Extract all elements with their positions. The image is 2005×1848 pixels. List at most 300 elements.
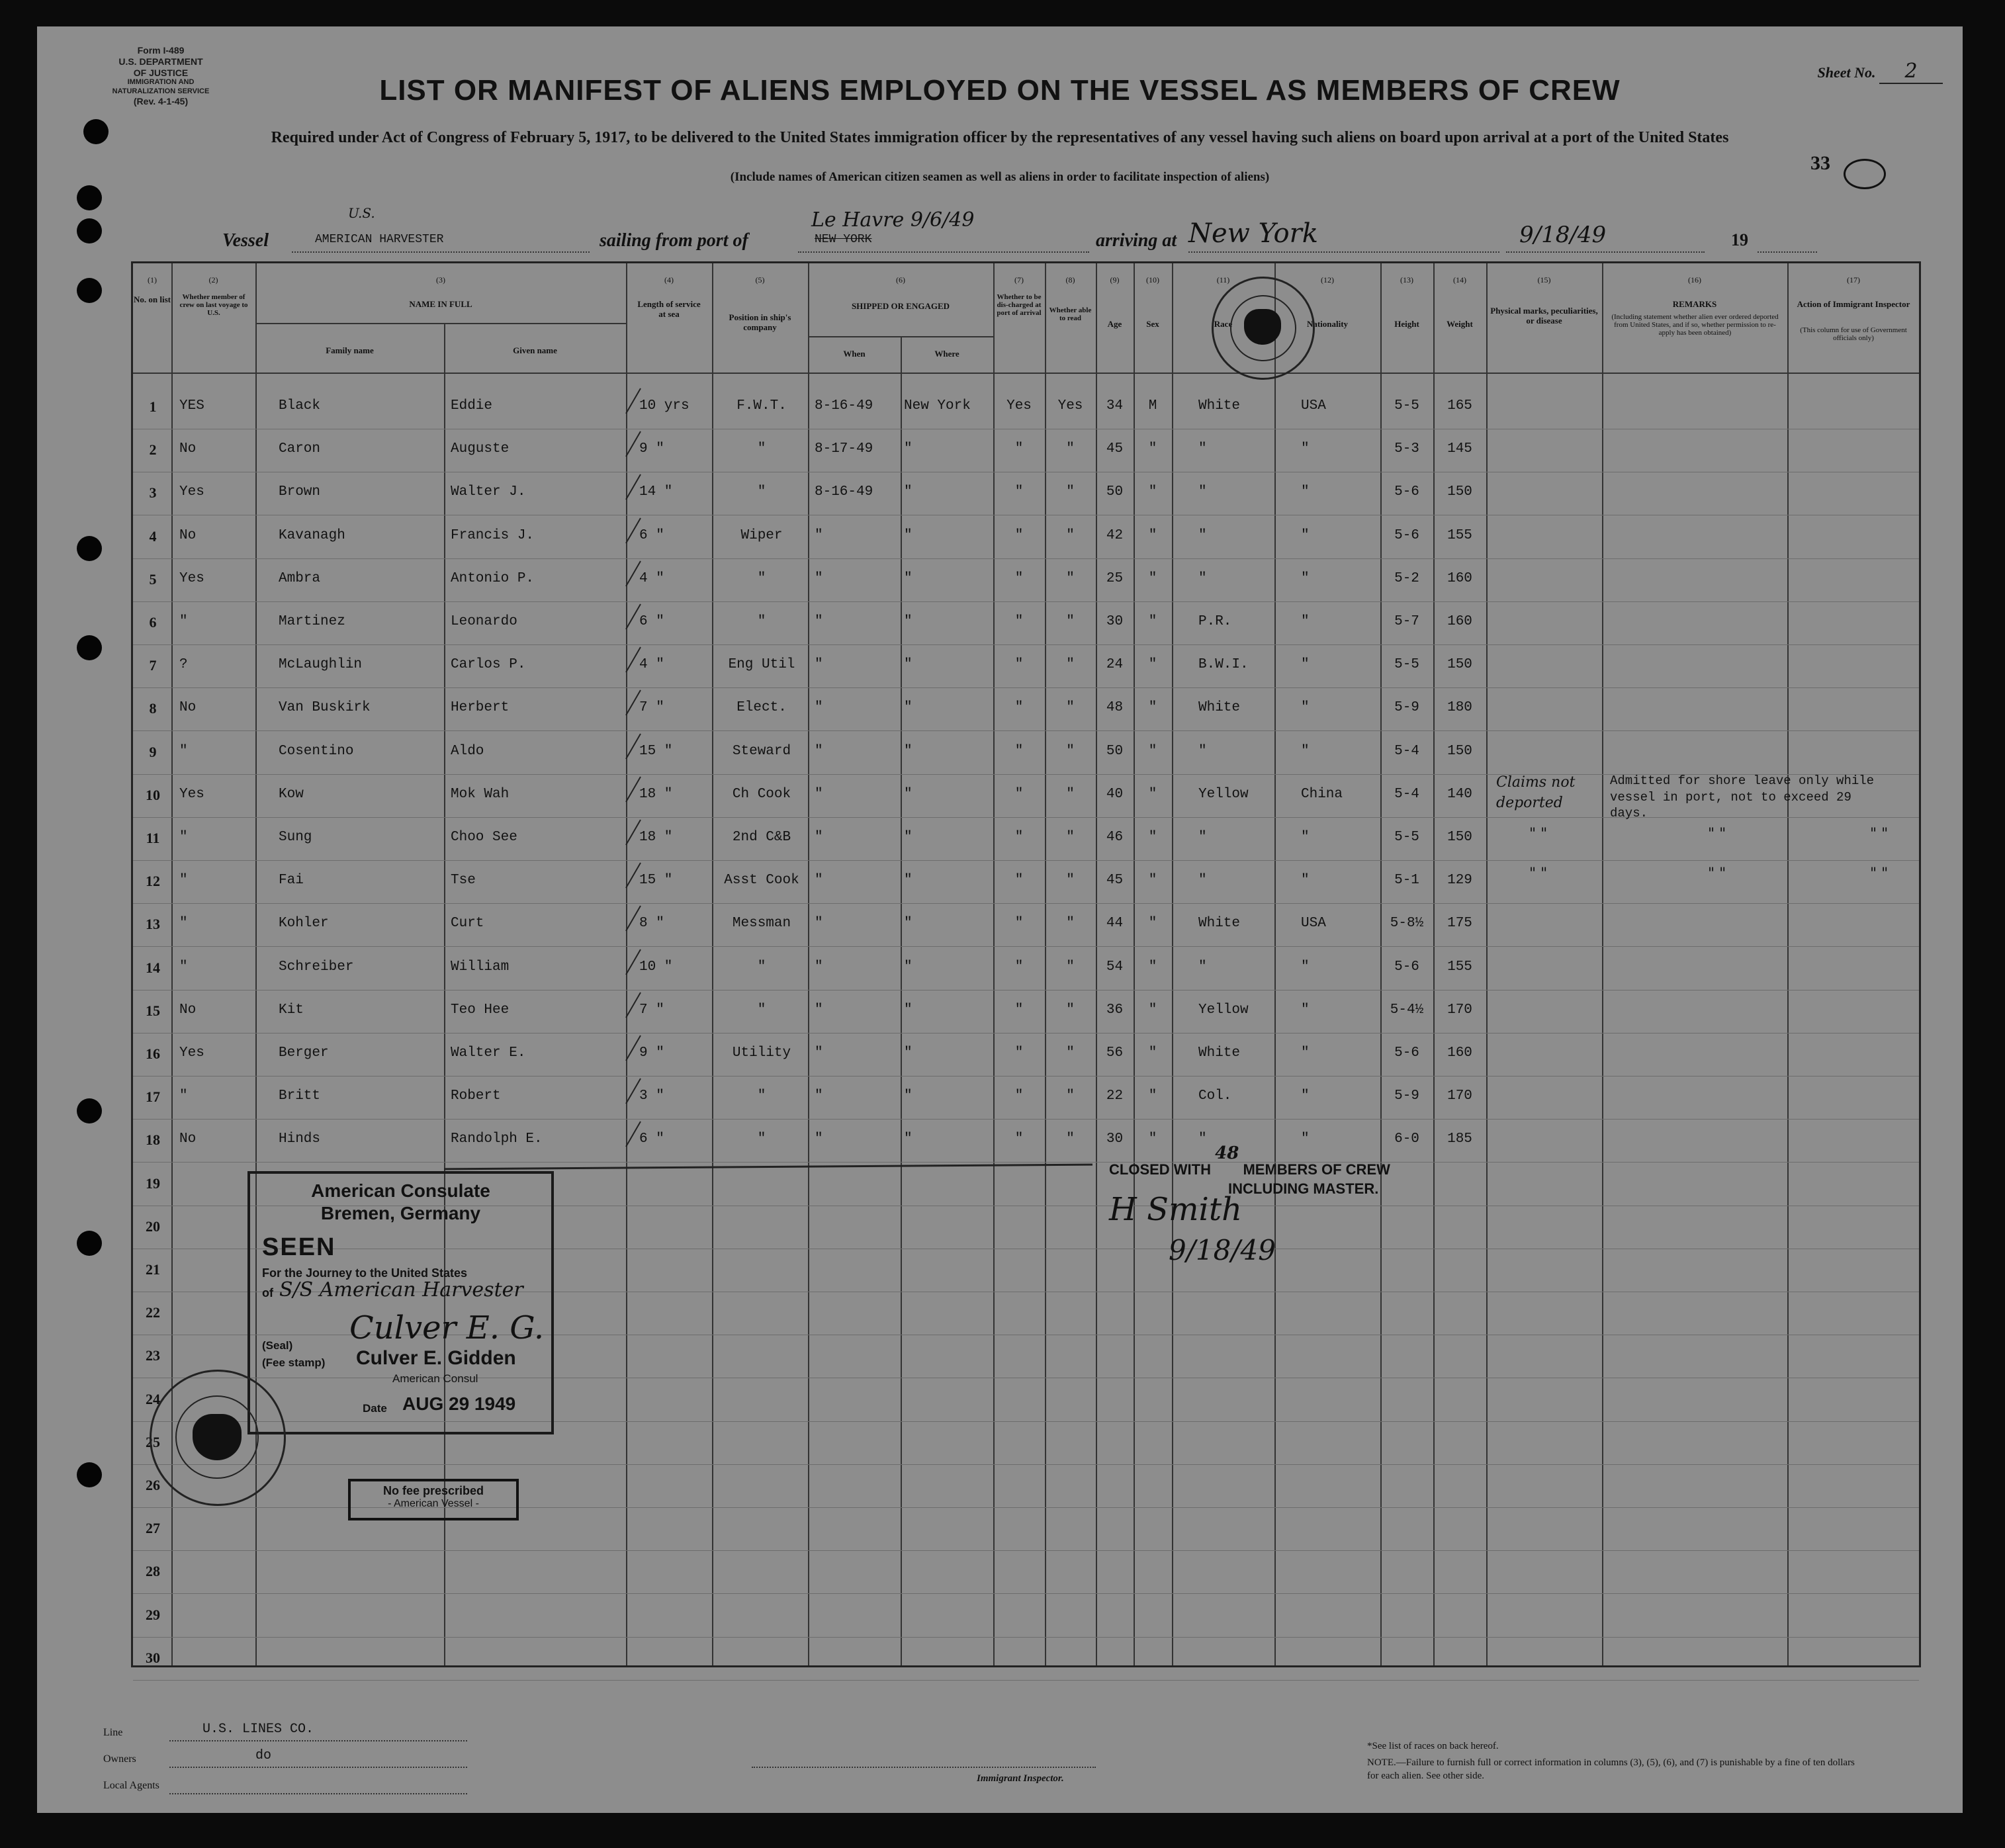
cell-disch: ": [1014, 1045, 1024, 1061]
col-num: (14): [1453, 275, 1466, 285]
footer-agents-underline: [169, 1793, 467, 1794]
cell-sex: ": [1148, 1131, 1157, 1147]
cell-race: Yellow: [1198, 1002, 1249, 1018]
cell-service: 4 ": [639, 657, 664, 673]
cell-last: ": [179, 743, 188, 759]
cell-weight: 185: [1447, 1131, 1472, 1147]
arriving-underline: [1188, 251, 1499, 253]
header-height: Height: [1394, 319, 1419, 329]
cell-weight: 129: [1447, 873, 1472, 889]
cell-weight: 150: [1447, 830, 1472, 845]
sailing-port: NEW YORK: [815, 233, 872, 246]
cell-height: 5-4: [1394, 786, 1419, 802]
cell-family: Fai: [279, 873, 304, 889]
row-number: 30: [146, 1649, 160, 1666]
cell-when: ": [815, 527, 823, 543]
cell-nat: ": [1301, 1088, 1310, 1104]
cell-race: ": [1198, 1131, 1207, 1147]
cell-family: Brown: [279, 484, 321, 500]
col-divider: [1787, 263, 1789, 1665]
cell-sex: ": [1148, 657, 1157, 673]
cell-age: 50: [1106, 484, 1124, 500]
stamp-date-label: Date: [363, 1402, 387, 1415]
signature-date: 9/18/49: [1169, 1234, 1276, 1266]
cell-race: White: [1198, 916, 1241, 932]
cell-age: 40: [1106, 786, 1124, 802]
physical-annotation: Claims not deported: [1496, 774, 1576, 811]
inspector-underline: [752, 1767, 1096, 1768]
cell-age: 45: [1106, 441, 1124, 457]
stamp-seen: SEEN: [262, 1233, 336, 1261]
cell-height: 5-4: [1394, 743, 1419, 759]
cell-height: 5-7: [1394, 614, 1419, 629]
cell-race: White: [1198, 1045, 1241, 1061]
cell-weight: 150: [1447, 743, 1472, 759]
cell-height: 5-6: [1394, 959, 1419, 975]
stamp-seal-label: (Seal): [262, 1339, 293, 1352]
row-number: 23: [146, 1347, 160, 1364]
col-divider: [808, 263, 809, 1665]
cell-disch: ": [1014, 570, 1024, 586]
cell-read: ": [1066, 1002, 1075, 1018]
cell-given: Walter J.: [451, 484, 526, 500]
header-action-note: (This column for use of Government officials only): [1800, 326, 1907, 343]
ruled-line: [133, 1464, 1919, 1465]
ruled-line: [133, 1162, 1919, 1163]
department: U.S. DEPARTMENT OF JUSTICE: [118, 56, 203, 78]
header-shipped: SHIPPED OR ENGAGED: [851, 301, 950, 311]
cell-service: 8 ": [639, 916, 664, 932]
closing-line: [444, 1164, 1092, 1170]
header-age: Age: [1107, 319, 1122, 329]
cell-disch: ": [1014, 441, 1024, 457]
corner-mark: [1844, 159, 1886, 189]
cell-when: ": [815, 657, 823, 673]
cell-where: ": [904, 786, 913, 802]
cell-read: Yes: [1057, 398, 1083, 414]
cell-nat: ": [1301, 1131, 1310, 1147]
ruled-line: [133, 946, 1919, 947]
cell-service: 6 ": [639, 1131, 664, 1147]
cell-age: 34: [1106, 398, 1124, 414]
cell-race: ": [1198, 743, 1207, 759]
cell-read: ": [1066, 830, 1075, 845]
cell-sex: ": [1148, 916, 1157, 932]
cell-height: 5-6: [1394, 527, 1419, 543]
cell-height: 6-0: [1394, 1131, 1419, 1147]
including-master: INCLUDING MASTER.: [1228, 1180, 1379, 1197]
cell-race: Col.: [1198, 1088, 1232, 1104]
cell-age: 24: [1106, 657, 1124, 673]
ruled-line: [133, 1550, 1919, 1551]
punch-hole: [77, 1098, 102, 1123]
cell-last: Yes: [179, 484, 204, 500]
cell-sex: ": [1148, 700, 1157, 716]
col-num: (2): [208, 275, 218, 285]
cell-race: White: [1198, 700, 1241, 716]
stamp-signature: Culver E. G.: [349, 1309, 545, 1346]
cell-given: Leonardo: [451, 614, 517, 629]
stamp-line2: Bremen, Germany: [320, 1203, 481, 1223]
cell-race: B.W.I.: [1198, 657, 1249, 673]
cell-position: ": [757, 484, 766, 500]
cell-weight: 160: [1447, 1045, 1472, 1061]
cell-sex: ": [1148, 484, 1157, 500]
cell-family: Britt: [279, 1088, 321, 1104]
header-able-to-read: Whether able to read: [1049, 306, 1092, 323]
cell-when: ": [815, 830, 823, 845]
row-number: 25: [146, 1433, 160, 1450]
cell-position: Messman: [732, 916, 791, 932]
punch-hole: [77, 1462, 102, 1487]
header-physical: Physical marks, peculiarities, or disease: [1490, 306, 1598, 326]
vessel-label: Vessel: [222, 230, 269, 251]
stamp-journey: For the Journey to the United States: [262, 1266, 468, 1280]
cell-age: 30: [1106, 1131, 1124, 1147]
cell-given: Eddie: [451, 398, 493, 414]
cell-height: 5-6: [1394, 1045, 1419, 1061]
col-num: (5): [755, 275, 765, 285]
stamp-of: of: [262, 1286, 273, 1299]
closed-label-b: MEMBERS OF CREW: [1243, 1161, 1390, 1178]
cell-last: No: [179, 700, 197, 716]
cell-weight: 160: [1447, 570, 1472, 586]
cell-nat: ": [1301, 1002, 1310, 1018]
cell-height: 5-2: [1394, 570, 1419, 586]
col-num: (16): [1688, 275, 1701, 285]
cell-read: ": [1066, 916, 1075, 932]
header-sex: Sex: [1146, 319, 1159, 329]
col-divider: [1274, 263, 1276, 1665]
footer-owners-underline: [169, 1767, 467, 1768]
cell-given: Teo Hee: [451, 1002, 510, 1018]
header-given-name: Given name: [513, 345, 557, 355]
cell-nat: ": [1301, 441, 1310, 457]
cell-when: ": [815, 786, 823, 802]
cell-nat: USA: [1301, 916, 1326, 932]
cell-service: 10 yrs: [639, 398, 690, 414]
cell-given: Carlos P.: [451, 657, 526, 673]
cell-family: Kit: [279, 1002, 304, 1018]
cell-read: ": [1066, 786, 1075, 802]
cell-family: McLaughlin: [279, 657, 363, 673]
cell-height: 5-5: [1394, 398, 1419, 414]
cell-where: ": [904, 614, 913, 629]
cell-sex: M: [1148, 398, 1157, 414]
cell-service: 7 ": [639, 1002, 664, 1018]
row-number: 26: [146, 1477, 160, 1493]
cell-last: YES: [179, 398, 204, 414]
inspector-label: Immigrant Inspector.: [977, 1773, 1064, 1784]
cell-service: 15 ": [639, 873, 673, 889]
cell-disch: ": [1014, 830, 1024, 845]
cell-where: ": [904, 916, 913, 932]
cell-position: Utility: [732, 1045, 791, 1061]
cell-sex: ": [1148, 1002, 1157, 1018]
cell-disch: ": [1014, 1131, 1024, 1147]
cell-height: 5-3: [1394, 441, 1419, 457]
cell-given: William: [451, 959, 510, 975]
ruled-line: [133, 1593, 1919, 1594]
cell-where: ": [904, 1002, 913, 1018]
col-num: (6): [896, 275, 905, 285]
cell-disch: Yes: [1006, 398, 1032, 414]
col-divider: [901, 336, 902, 1665]
cell-where: ": [904, 743, 913, 759]
header-name-in-full: NAME IN FULL: [409, 299, 472, 309]
stamp-fee-label: (Fee stamp): [262, 1356, 326, 1369]
ruled-line: [133, 1680, 1919, 1681]
cell-where: ": [904, 441, 913, 457]
cell-family: Black: [279, 398, 321, 414]
cell-disch: ": [1014, 484, 1024, 500]
cell-last: ": [179, 873, 188, 889]
consulate-seal: [1212, 277, 1315, 380]
cell-position: ": [757, 1088, 766, 1104]
cell-sex: ": [1148, 786, 1157, 802]
cell-weight: 145: [1447, 441, 1472, 457]
cell-where: ": [904, 527, 913, 543]
punch-hole: [77, 536, 102, 561]
ruled-line: [133, 903, 1919, 904]
cell-when: ": [815, 959, 823, 975]
cell-height: 5-9: [1394, 700, 1419, 716]
cell-when: ": [815, 1045, 823, 1061]
row-number: 12: [146, 873, 160, 890]
cell-height: 5-9: [1394, 1088, 1419, 1104]
ruled-line: [133, 1033, 1919, 1034]
cell-when: ": [815, 743, 823, 759]
cell-read: ": [1066, 959, 1075, 975]
cell-last: ": [179, 916, 188, 932]
cell-read: ": [1066, 570, 1075, 586]
cell-age: 54: [1106, 959, 1124, 975]
ruled-line: [133, 1637, 1919, 1638]
cell-where: ": [904, 657, 913, 673]
form-subtitle: Required under Act of Congress of February 5, 1917, to be delivered to the United States immigration officer by the representatives of any vessel having such aliens on board upon arrival at a port of the United States: [271, 129, 1729, 146]
cell-when: 8-16-49: [815, 484, 873, 500]
no-fee-line1: No fee prescribed: [382, 1484, 484, 1497]
cell-family: Ambra: [279, 570, 321, 586]
row-number: 8: [149, 700, 157, 717]
cell-read: ": [1066, 441, 1075, 457]
cell-service: 14 ": [639, 484, 673, 500]
cell-last: ": [179, 1088, 188, 1104]
cell-service: 6 ": [639, 614, 664, 629]
ditto-mark: " ": [1529, 826, 1548, 842]
cell-disch: ": [1014, 786, 1024, 802]
row-number: 3: [149, 484, 157, 502]
arrival-date: 9/18/49: [1519, 222, 1607, 248]
cell-nat: ": [1301, 657, 1310, 673]
row-number: 18: [146, 1131, 160, 1149]
cell-weight: 165: [1447, 398, 1472, 414]
cell-race: ": [1198, 873, 1207, 889]
col-num: (17): [1847, 275, 1860, 285]
cell-nat: ": [1301, 527, 1310, 543]
row-number: 5: [149, 570, 157, 588]
cell-when: ": [815, 873, 823, 889]
cell-position: ": [757, 441, 766, 457]
cell-height: 5-5: [1394, 657, 1419, 673]
cell-weight: 155: [1447, 527, 1472, 543]
cell-weight: 160: [1447, 614, 1472, 629]
stamp-ship: S/S American Harvester: [279, 1278, 523, 1301]
cell-disch: ": [1014, 1002, 1024, 1018]
crew-table: [131, 261, 1921, 1667]
cell-weight: 170: [1447, 1088, 1472, 1104]
footer-line-label: Line: [103, 1727, 123, 1738]
cell-given: Tse: [451, 873, 476, 889]
cell-age: 45: [1106, 873, 1124, 889]
inspector-signature: H Smith: [1109, 1191, 1243, 1228]
cell-given: Curt: [451, 916, 484, 932]
cell-race: Yellow: [1198, 786, 1249, 802]
cell-read: ": [1066, 700, 1075, 716]
row-number: 1: [149, 398, 157, 415]
header-position: Position in ship's company: [729, 312, 791, 332]
cell-when: ": [815, 1131, 823, 1147]
cell-sex: ": [1148, 1088, 1157, 1104]
sailing-handwritten: Le Havre 9/6/49: [811, 208, 975, 232]
cell-position: ": [757, 570, 766, 586]
stamp-date: AUG 29 1949: [402, 1393, 516, 1414]
row-number: 29: [146, 1606, 160, 1623]
col-divider: [1602, 263, 1603, 1665]
cell-disch: ": [1014, 614, 1024, 629]
row-number: 10: [146, 786, 160, 803]
cell-last: Yes: [179, 786, 204, 802]
cell-where: ": [904, 700, 913, 716]
header-no-on-list: No. on list: [134, 294, 171, 304]
cell-service: 7 ": [639, 700, 664, 716]
revision: (Rev. 4-1-45): [133, 95, 189, 107]
cell-service: 3 ": [639, 1088, 664, 1104]
cell-service: 4 ": [639, 570, 664, 586]
cell-nat: USA: [1301, 398, 1326, 414]
date-underline: [1506, 251, 1705, 253]
header-discharged: Whether to be dis-charged at port of arrival: [997, 293, 1042, 318]
cell-where: ": [904, 959, 913, 975]
header-race: Race: [1214, 319, 1233, 329]
row-number: 13: [146, 916, 160, 933]
cell-last: ": [179, 614, 188, 629]
punch-hole: [77, 218, 102, 243]
ditto-mark: " ": [1529, 865, 1548, 882]
stamp-line1: American Consulate: [311, 1180, 490, 1201]
cell-sex: ": [1148, 830, 1157, 845]
cell-where: ": [904, 1131, 913, 1147]
no-fee-stamp: [348, 1479, 519, 1520]
header-remarks-note: (Including statement whether alien ever ordered deported from United States, and if so, whether permission to re-apply has been obtained): [1611, 313, 1779, 337]
cell-given: Choo See: [451, 830, 517, 845]
cell-race: ": [1198, 441, 1207, 457]
vessel-line: [37, 205, 1963, 258]
manifest-sheet: [37, 26, 1963, 1813]
header-remarks: REMARKS: [1672, 299, 1717, 309]
cell-read: ": [1066, 1045, 1075, 1061]
cell-family: Hinds: [279, 1131, 321, 1147]
row-number: 19: [146, 1174, 160, 1192]
col-num: (7): [1014, 275, 1024, 285]
cell-position: 2nd C&B: [732, 830, 791, 845]
cell-family: Kavanagh: [279, 527, 345, 543]
cell-family: Van Buskirk: [279, 700, 371, 716]
ruled-line: [133, 601, 1919, 602]
name-subdivider: [255, 323, 626, 324]
cell-disch: ": [1014, 959, 1024, 975]
cell-height: 5-5: [1394, 830, 1419, 845]
sailing-label: sailing from port of: [600, 230, 748, 251]
cell-service: 10 ": [639, 959, 673, 975]
cell-position: Eng Util: [728, 657, 795, 673]
cell-race: P.R.: [1198, 614, 1232, 629]
row-number: 6: [149, 614, 157, 631]
cell-race: White: [1198, 398, 1241, 414]
cell-nat: ": [1301, 700, 1310, 716]
cell-when: 8-16-49: [815, 398, 873, 414]
cell-family: Berger: [279, 1045, 329, 1061]
header-divider: [133, 373, 1919, 374]
cell-disch: ": [1014, 743, 1024, 759]
cell-where: New York: [904, 398, 971, 414]
row-number: 24: [146, 1390, 160, 1407]
cell-when: ": [815, 700, 823, 716]
cell-service: 15 ": [639, 743, 673, 759]
cell-read: ": [1066, 873, 1075, 889]
cell-family: Sung: [279, 830, 312, 845]
cell-sex: ": [1148, 959, 1157, 975]
closed-label: CLOSED WITH: [1109, 1161, 1211, 1178]
col-num: (9): [1110, 275, 1120, 285]
cell-age: 25: [1106, 570, 1124, 586]
cell-given: Robert: [451, 1088, 501, 1104]
row-number: 20: [146, 1217, 160, 1235]
cell-given: Auguste: [451, 441, 510, 457]
form-title: LIST OR MANIFEST OF ALIENS EMPLOYED ON THE VESSEL AS MEMBERS OF CREW: [379, 74, 1621, 107]
cell-last: Yes: [179, 1045, 204, 1061]
ruled-line: [133, 1076, 1919, 1077]
cell-last: ": [179, 959, 188, 975]
cell-service: 9 ": [639, 1045, 664, 1061]
cell-weight: 180: [1447, 700, 1472, 716]
ruled-line: [133, 730, 1919, 731]
header-family-name: Family name: [326, 345, 374, 355]
cell-when: ": [815, 1002, 823, 1018]
cell-sex: ": [1148, 441, 1157, 457]
stamp-consul-name: Culver E. Gidden: [356, 1347, 516, 1369]
footer-owners-label: Owners: [103, 1753, 136, 1765]
ditto-mark: " ": [1870, 826, 1889, 842]
cell-family: Caron: [279, 441, 321, 457]
cell-position: ": [757, 1002, 766, 1018]
consulate-seal-round: [150, 1370, 286, 1506]
footer-agents-label: Local Agents: [103, 1780, 159, 1791]
cell-age: 22: [1106, 1088, 1124, 1104]
footer-owners-value: do: [255, 1748, 272, 1763]
cell-weight: 170: [1447, 1002, 1472, 1018]
cell-family: Kohler: [279, 916, 329, 932]
header-where: Where: [934, 349, 959, 359]
footer-note-races: *See list of races on back hereof.: [1367, 1741, 1499, 1751]
arriving-label: arriving at: [1096, 230, 1177, 251]
cell-sex: ": [1148, 873, 1157, 889]
cell-family: Martinez: [279, 614, 345, 629]
cell-height: 5-1: [1394, 873, 1419, 889]
col-divider: [712, 263, 713, 1665]
cell-when: ": [815, 614, 823, 629]
row-number: 7: [149, 657, 157, 674]
